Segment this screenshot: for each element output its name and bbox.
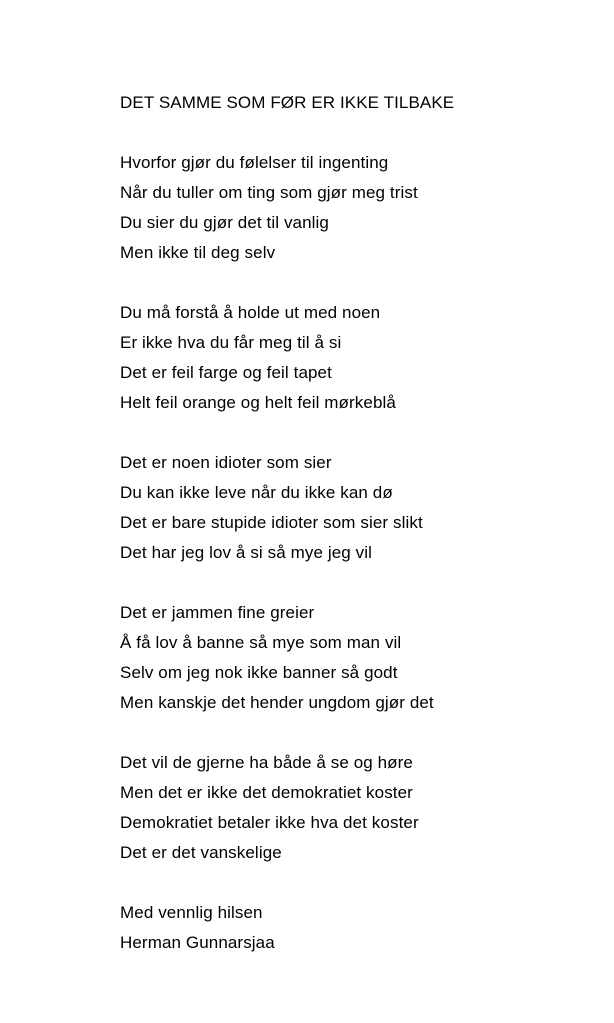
poem-line: Det er noen idioter som sier (120, 453, 332, 472)
author-name: Herman Gunnarsjaa (120, 933, 275, 952)
poem-line: Det vil de gjerne ha både å se og høre (120, 753, 413, 772)
poem-line: Det er feil farge og feil tapet (120, 363, 332, 382)
stanza-3 (120, 448, 600, 568)
poem-line: Det har jeg lov å si så mye jeg vil (120, 543, 372, 562)
poem-line: Du må forstå å holde ut med noen (120, 303, 381, 322)
signoff (120, 898, 600, 958)
poem-line: Men det er ikke det demokratiet koster (120, 783, 413, 802)
poem-line: Det er det vanskelige (120, 843, 282, 862)
poem-line: Hvorfor gjør du følelser til ingenting (120, 153, 389, 172)
poem-title: DET SAMME SOM FØR ER IKKE TILBAKE (120, 93, 455, 112)
poem-line: Det er jammen fine greier (120, 603, 315, 622)
poem-line: Selv om jeg nok ikke banner så godt (120, 663, 398, 682)
poem-line: Du sier du gjør det til vanlig (120, 213, 329, 232)
stanza-1 (120, 148, 600, 268)
poem-page (120, 88, 600, 958)
poem-line: Helt feil orange og helt feil mørkeblå (120, 393, 396, 412)
poem-line: Er ikke hva du får meg til å si (120, 333, 342, 352)
poem-line: Å få lov å banne så mye som man vil (120, 633, 402, 652)
stanza-2 (120, 298, 600, 418)
stanza-4 (120, 598, 600, 718)
poem-line: Men ikke til deg selv (120, 243, 276, 262)
signoff-greeting: Med vennlig hilsen (120, 903, 263, 922)
stanza-5 (120, 748, 600, 868)
poem-line: Du kan ikke leve når du ikke kan dø (120, 483, 393, 502)
poem-line: Demokratiet betaler ikke hva det koster (120, 813, 419, 832)
poem-line: Når du tuller om ting som gjør meg trist (120, 183, 418, 202)
poem-line: Det er bare stupide idioter som sier slikt (120, 513, 423, 532)
poem-line: Men kanskje det hender ungdom gjør det (120, 693, 434, 712)
